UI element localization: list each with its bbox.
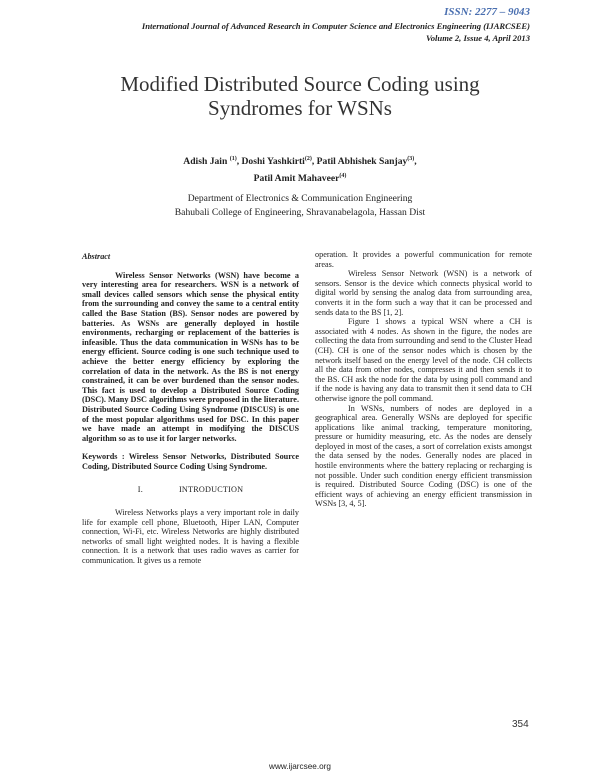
author-1-mark: (1) — [229, 156, 237, 162]
footer-url: www.ijarcsee.org — [269, 762, 331, 771]
right-paragraph-1: Wireless Sensor Network (WSN) is a network of sensors. Sensor is the device which connects physical world to digital world by sensing the analog data from surrounding area, converts it in the form such a way that it can be processed and sends data to the BS [1, 2]. — [315, 269, 532, 317]
authors-line-2 — [100, 169, 500, 186]
right-paragraph-3: In WSNs, numbers of nodes are deployed in a geographical area. Generally WSNs are deployed for specific applications like animal tracking, temperature monitoring, pressure or humidity measuring, etc. As the nodes are densely deployed in most of the cases, a sort of correlation exists amongst the data sensed by the nodes. Generally nodes are placed in hostile environments where the battery replacing or recharging is not possible. Under such condition energy efficient transmission is required. Distributed Source Coding (DSC) is one of the efficient ways of achieving an energy efficient transmission in WSNs [3, 4, 5]. — [315, 403, 532, 509]
right-paragraph-2: Figure 1 shows a typical WSN where a CH is associated with 4 nodes. As shown in the figure, the nodes are collecting the data from surrounding and send to the Cluster Head (CH). CH is one of the sensor nodes which is chosen by the network itself based on the energy level of the node. CH collects all the data from other nodes, compresses it and then sends it to the BS. CH ask the node for the data by using poll command and if the node is having any data to transmit then it send data to CH otherwise ignore the poll command. — [315, 317, 532, 403]
department: Department of Electronics & Communication Engineering — [187, 193, 413, 204]
author-list — [100, 152, 500, 186]
author-4: Patil Amit Mahaveer — [253, 173, 340, 185]
author-4-mark: (4) — [339, 173, 347, 180]
journal-name: International Journal of Advanced Research in Computer Science and Electronics Engineering (IJARCSEE) — [141, 21, 530, 31]
section-title: INTRODUCTION — [178, 485, 244, 495]
right-paragraph-0: operation. It provides a powerful communication for remote areas. — [315, 250, 532, 269]
intro-paragraph-1: Wireless Networks plays a very important role in daily life for example cell phone, Bluetooth, Hiper LAN, Computer connection, Wi-Fi, etc. Wireless Networks are highly distributed networks of small light weighted nodes. It is having a flexible connection. It is a network that uses radio waves as carrier for communication. It gives us a remote — [82, 508, 299, 566]
abstract-text: Wireless Sensor Networks (WSN) have become a very interesting area for researchers. WSN is a network of small devices called sensors which sense the physical entity from the surrounding and convey the same to a central entity called the Base Station (BS). Sensor nodes are powered by batteries. As WSNs are generally deployed in hostile environments, recharging or replacement of the batteries is infeasible. Thus the data communication in WSNs has to be energy efficient. Source coding is one such technique used to achieve the better energy efficiency by exploring the correlation of data in the network. As the BS is not energy constrained, it can be over burdened than the sensor nodes. This fact is used to develop a Distributed Source Coding (DSC). Many DSC algorithms were proposed in the literature. Distributed Source Coding Using Syndrome (DISCUS) is one of the most popular algorithms used for DSC. In this paper we have made an attempt in modifying the DISCUS algorithm so as to use it for larger networks. — [82, 270, 299, 443]
title-line-2: Syndromes for WSNs — [208, 96, 392, 120]
author-3: Patil Abhishek Sanjay — [316, 156, 408, 168]
abstract-heading: Abstract — [82, 252, 111, 261]
right-column — [315, 250, 532, 509]
author-2-mark: (2) — [304, 156, 312, 162]
author-1: Adish Jain — [183, 156, 228, 168]
page-number: 354 — [512, 719, 529, 730]
volume-info: Volume 2, Issue 4, April 2013 — [425, 33, 530, 43]
title-line-1: Modified Distributed Source Coding using — [120, 72, 480, 96]
issn: ISSN: 2277 – 9043 — [444, 6, 530, 18]
section-heading — [82, 485, 299, 495]
author-3-mark: (3) — [407, 156, 415, 162]
paper-title — [60, 72, 540, 120]
college: Bahubali College of Engineering, Shravanabelagola, Hassan Dist — [174, 207, 426, 218]
keywords: Keywords : Wireless Sensor Networks, Distributed Source Coding, Distributed Source Coding Using Syndrome. — [82, 452, 299, 471]
authors-line-1: Adish Jain $^{(1)}$, Doshi Yashkirti$^{(2)}$, Patil Abhishek Sanjay$^{(3)}$, — [183, 156, 417, 168]
affiliation — [100, 192, 500, 220]
section-number: I. — [137, 485, 143, 495]
author-2: Doshi Yashkirti — [241, 156, 305, 168]
left-column — [82, 252, 299, 566]
